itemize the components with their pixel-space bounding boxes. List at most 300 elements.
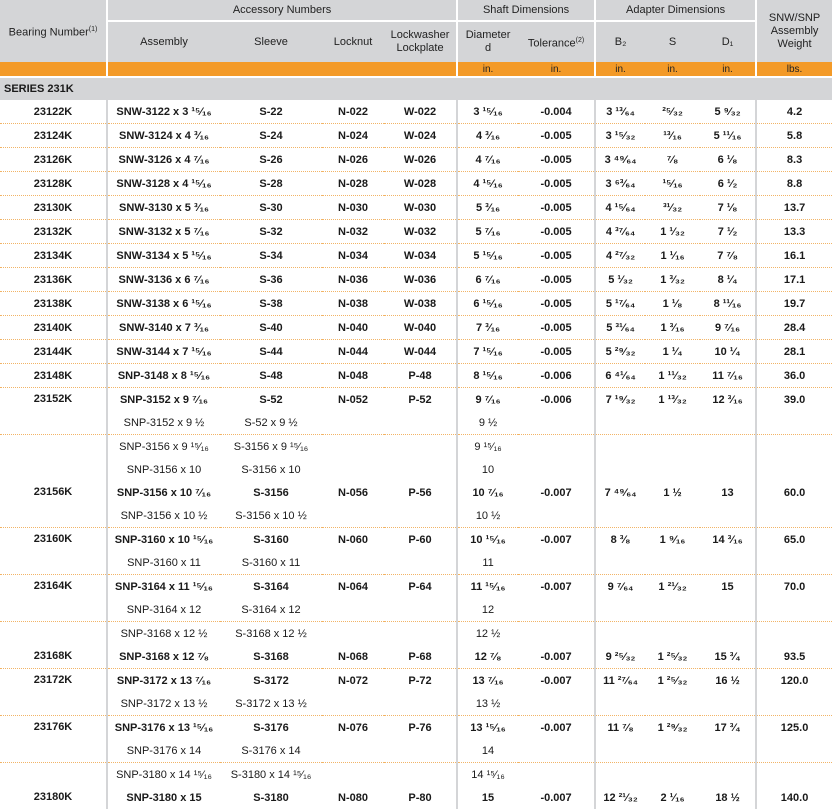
series-row (0, 77, 832, 100)
cell-sleeve: S-3156 x 10 (220, 458, 322, 481)
cell-lockwasher (384, 458, 457, 481)
cell-bearing: 23126K (0, 148, 107, 172)
cell-d1: 12 ³⁄₁₆ (700, 388, 756, 412)
cell-diameter: 13 ¹⁵⁄₁₆ (457, 716, 518, 740)
cell-assembly: SNP-3156 x 10 ½ (107, 504, 220, 528)
cell-lockwasher: W-044 (384, 340, 457, 364)
cell-d1: 9 ⁷⁄₁₆ (700, 316, 756, 340)
cell-diameter: 4 ³⁄₁₆ (457, 124, 518, 148)
cell-locknut: N-022 (322, 100, 384, 124)
cell-assembly: SNW-3130 x 5 ³⁄₁₆ (107, 196, 220, 220)
cell-b2: 4 ¹⁵⁄₆₄ (595, 196, 645, 220)
cell-sleeve: S-3176 x 14 (220, 739, 322, 763)
cell-sleeve: S-3180 x 14 ¹⁵⁄₁₆ (220, 763, 322, 787)
cell-weight: 8.8 (756, 172, 832, 196)
cell-locknut: N-040 (322, 316, 384, 340)
cell-weight: 28.1 (756, 340, 832, 364)
table-row (0, 739, 832, 763)
cell-locknut (322, 622, 384, 646)
bearing-number: 23160K (0, 528, 106, 551)
cell-diameter: 11 (457, 551, 518, 575)
cell-lockwasher (384, 411, 457, 435)
cell-tolerance: -0.007 (518, 481, 595, 504)
cell-tolerance: -0.006 (518, 364, 595, 388)
cell-tolerance (518, 435, 595, 459)
cell-assembly: SNW-3126 x 4 ⁷⁄₁₆ (107, 148, 220, 172)
cell-d1 (700, 622, 756, 646)
cell-assembly: SNP-3164 x 11 ¹⁵⁄₁₆ (107, 575, 220, 599)
cell-s: 1 ¹³⁄₃₂ (645, 388, 700, 412)
cell-diameter: 5 ¹⁵⁄₁₆ (457, 244, 518, 268)
table-row (0, 481, 832, 504)
cell-sleeve: S-3164 (220, 575, 322, 599)
cell-assembly: SNW-3144 x 7 ¹⁵⁄₁₆ (107, 340, 220, 364)
cell-assembly: SNP-3148 x 8 ¹⁵⁄₁₆ (107, 364, 220, 388)
cell-tolerance: -0.007 (518, 645, 595, 669)
cell-diameter: 10 ⁷⁄₁₆ (457, 481, 518, 504)
cell-sleeve: S-3168 (220, 645, 322, 669)
cell-diameter: 4 ⁷⁄₁₆ (457, 148, 518, 172)
unit-empty-acc (107, 62, 457, 77)
table-row (0, 622, 832, 646)
cell-diameter: 7 ³⁄₁₆ (457, 316, 518, 340)
cell-b2: 11 ²⁷⁄₆₄ (595, 669, 645, 693)
cell-d1: 10 ¹⁄₄ (700, 340, 756, 364)
table-row (0, 364, 832, 388)
header-lockwasher (384, 21, 457, 62)
table-row (0, 220, 832, 244)
cell-locknut: N-076 (322, 716, 384, 740)
cell-assembly: SNP-3164 x 12 (107, 598, 220, 622)
cell-locknut (322, 598, 384, 622)
cell-locknut: N-032 (322, 220, 384, 244)
cell-s: ¹³⁄₁₆ (645, 124, 700, 148)
cell-sleeve: S-28 (220, 172, 322, 196)
cell-s (645, 551, 700, 575)
cell-locknut: N-028 (322, 172, 384, 196)
units-row (0, 62, 832, 77)
cell-s (645, 504, 700, 528)
cell-bearing: 23134K (0, 244, 107, 268)
cell-diameter: 10 ½ (457, 504, 518, 528)
cell-b2: 5 ¹⁷⁄₆₄ (595, 292, 645, 316)
cell-b2: 11 ⁷⁄₈ (595, 716, 645, 740)
cell-diameter: 10 ¹⁵⁄₁₆ (457, 528, 518, 552)
cell-d1: 11 ⁷⁄₁₆ (700, 364, 756, 388)
cell-weight (756, 598, 832, 622)
cell-d1: 7 ¹⁄₈ (700, 196, 756, 220)
cell-b2: 9 ⁷⁄₆₄ (595, 575, 645, 599)
unit-d1: in. (700, 62, 756, 77)
cell-d1 (700, 763, 756, 787)
cell-diameter: 14 (457, 739, 518, 763)
cell-locknut: N-080 (322, 786, 384, 809)
cell-tolerance: -0.004 (518, 100, 595, 124)
header-weight-line3: Weight (757, 38, 832, 51)
cell-diameter: 9 ½ (457, 411, 518, 435)
cell-tolerance: -0.007 (518, 669, 595, 693)
cell-b2: 8 ³⁄₈ (595, 528, 645, 552)
header-lockwasher-line1: Lockwasher (384, 29, 456, 42)
cell-b2: 7 ¹⁹⁄₃₂ (595, 388, 645, 412)
cell-lockwasher: P-68 (384, 645, 457, 669)
cell-weight: 39.0 (756, 388, 832, 412)
cell-b2: 5 ¹⁄₃₂ (595, 268, 645, 292)
cell-s (645, 763, 700, 787)
cell-locknut (322, 504, 384, 528)
cell-s: 1 ²¹⁄₃₂ (645, 575, 700, 599)
cell-sleeve: S-3180 (220, 786, 322, 809)
cell-tolerance: -0.005 (518, 340, 595, 364)
cell-diameter: 12 ⁷⁄₈ (457, 645, 518, 669)
header-accessory-group: Accessory Numbers (107, 0, 457, 21)
cell-assembly: SNP-3168 x 12 ⁷⁄₈ (107, 645, 220, 669)
cell-b2 (595, 763, 645, 787)
cell-assembly: SNP-3156 x 10 (107, 458, 220, 481)
cell-locknut (322, 739, 384, 763)
cell-tolerance (518, 692, 595, 716)
table-row (0, 763, 832, 787)
cell-bearing: 23132K (0, 220, 107, 244)
cell-weight: 19.7 (756, 292, 832, 316)
table-row (0, 504, 832, 528)
table-row (0, 316, 832, 340)
cell-tolerance: -0.005 (518, 148, 595, 172)
cell-locknut (322, 435, 384, 459)
cell-tolerance (518, 458, 595, 481)
cell-assembly: SNW-3136 x 6 ⁷⁄₁₆ (107, 268, 220, 292)
cell-tolerance: -0.005 (518, 220, 595, 244)
cell-s: ⁷⁄₈ (645, 148, 700, 172)
cell-lockwasher: P-64 (384, 575, 457, 599)
cell-assembly: SNW-3122 x 3 ¹⁵⁄₁₆ (107, 100, 220, 124)
cell-diameter: 8 ¹⁵⁄₁₆ (457, 364, 518, 388)
cell-tolerance (518, 622, 595, 646)
cell-b2: 6 ⁴¹⁄₆₄ (595, 364, 645, 388)
cell-lockwasher: P-52 (384, 388, 457, 412)
cell-tolerance: -0.005 (518, 316, 595, 340)
cell-s (645, 622, 700, 646)
header-shaft-group: Shaft Dimensions (457, 0, 595, 21)
series-label: SERIES 231K (0, 77, 832, 100)
header-weight-line2: Assembly (757, 25, 832, 38)
cell-s (645, 411, 700, 435)
cell-locknut: N-036 (322, 268, 384, 292)
header-diameter (457, 21, 518, 62)
cell-locknut: N-056 (322, 481, 384, 504)
cell-d1: 13 (700, 481, 756, 504)
cell-b2: 3 ¹³⁄₆₄ (595, 100, 645, 124)
cell-sleeve: S-3164 x 12 (220, 598, 322, 622)
cell-tolerance: -0.005 (518, 196, 595, 220)
header-weight (756, 0, 832, 62)
header-assembly: Assembly (107, 21, 220, 62)
cell-d1 (700, 504, 756, 528)
cell-tolerance: -0.006 (518, 388, 595, 412)
cell-sleeve: S-38 (220, 292, 322, 316)
table-row (0, 692, 832, 716)
cell-bearing (0, 528, 107, 575)
cell-locknut: N-052 (322, 388, 384, 412)
cell-diameter: 6 ⁷⁄₁₆ (457, 268, 518, 292)
unit-b2: in. (595, 62, 645, 77)
cell-diameter: 4 ¹⁵⁄₁₆ (457, 172, 518, 196)
header-locknut: Locknut (322, 21, 384, 62)
cell-b2: 7 ⁴⁹⁄₆₄ (595, 481, 645, 504)
cell-diameter: 15 (457, 786, 518, 809)
cell-locknut: N-068 (322, 645, 384, 669)
cell-lockwasher: P-56 (384, 481, 457, 504)
cell-sleeve: S-30 (220, 196, 322, 220)
cell-diameter: 13 ½ (457, 692, 518, 716)
cell-b2: 5 ³¹⁄₆₄ (595, 316, 645, 340)
header-b2: B₂ (595, 21, 645, 62)
cell-diameter: 11 ¹⁵⁄₁₆ (457, 575, 518, 599)
table-row (0, 551, 832, 575)
cell-bearing (0, 716, 107, 763)
header-tolerance-footnote: (2) (576, 37, 585, 44)
cell-assembly: SNW-3138 x 6 ¹⁵⁄₁₆ (107, 292, 220, 316)
unit-s: in. (645, 62, 700, 77)
cell-assembly: SNP-3176 x 13 ¹⁵⁄₁₆ (107, 716, 220, 740)
cell-lockwasher (384, 551, 457, 575)
cell-assembly: SNW-3128 x 4 ¹⁵⁄₁₆ (107, 172, 220, 196)
cell-lockwasher: P-72 (384, 669, 457, 693)
unit-empty (0, 62, 107, 77)
table-row (0, 598, 832, 622)
cell-assembly: SNP-3156 x 10 ⁷⁄₁₆ (107, 481, 220, 504)
cell-bearing (0, 435, 107, 528)
table-row (0, 528, 832, 552)
cell-s (645, 692, 700, 716)
cell-weight (756, 551, 832, 575)
cell-s: 1 ²⁹⁄₃₂ (645, 716, 700, 740)
cell-locknut: N-064 (322, 575, 384, 599)
cell-weight: 70.0 (756, 575, 832, 599)
cell-s (645, 739, 700, 763)
cell-locknut: N-038 (322, 292, 384, 316)
table-row (0, 100, 832, 124)
header-adapter-group: Adapter Dimensions (595, 0, 756, 21)
cell-lockwasher (384, 622, 457, 646)
cell-sleeve: S-22 (220, 100, 322, 124)
cell-weight: 8.3 (756, 148, 832, 172)
cell-lockwasher: W-030 (384, 196, 457, 220)
cell-s: ¹⁵⁄₁₆ (645, 172, 700, 196)
cell-sleeve: S-32 (220, 220, 322, 244)
cell-tolerance (518, 504, 595, 528)
cell-d1 (700, 598, 756, 622)
cell-d1 (700, 739, 756, 763)
cell-lockwasher (384, 739, 457, 763)
bearing-number: 23180K (0, 786, 106, 809)
cell-sleeve: S-3168 x 12 ½ (220, 622, 322, 646)
table-row (0, 716, 832, 740)
cell-locknut: N-026 (322, 148, 384, 172)
header-diameter-line1: Diameter (458, 29, 518, 42)
cell-d1: 5 ⁹⁄₃₂ (700, 100, 756, 124)
cell-s (645, 458, 700, 481)
cell-tolerance (518, 763, 595, 787)
cell-tolerance: -0.005 (518, 244, 595, 268)
cell-bearing: 23136K (0, 268, 107, 292)
cell-tolerance: -0.005 (518, 292, 595, 316)
cell-assembly: SNW-3134 x 5 ¹⁵⁄₁₆ (107, 244, 220, 268)
cell-tolerance: -0.005 (518, 172, 595, 196)
table-row (0, 645, 832, 669)
cell-d1: 6 ¹⁄₂ (700, 172, 756, 196)
cell-weight (756, 692, 832, 716)
cell-tolerance (518, 551, 595, 575)
cell-lockwasher (384, 504, 457, 528)
cell-b2 (595, 458, 645, 481)
cell-assembly: SNW-3140 x 7 ³⁄₁₆ (107, 316, 220, 340)
unit-diameter: in. (457, 62, 518, 77)
cell-d1 (700, 411, 756, 435)
cell-d1 (700, 551, 756, 575)
cell-b2: 9 ²⁵⁄₃₂ (595, 645, 645, 669)
cell-weight: 140.0 (756, 786, 832, 809)
cell-b2: 5 ²⁹⁄₃₂ (595, 340, 645, 364)
cell-tolerance: -0.005 (518, 124, 595, 148)
cell-weight: 125.0 (756, 716, 832, 740)
cell-tolerance: -0.005 (518, 268, 595, 292)
cell-weight: 4.2 (756, 100, 832, 124)
cell-assembly: SNP-3168 x 12 ½ (107, 622, 220, 646)
cell-assembly: SNP-3160 x 11 (107, 551, 220, 575)
cell-lockwasher: W-028 (384, 172, 457, 196)
table-row (0, 388, 832, 412)
unit-tolerance: in. (518, 62, 595, 77)
cell-lockwasher: W-026 (384, 148, 457, 172)
cell-d1: 17 ³⁄₄ (700, 716, 756, 740)
cell-weight (756, 763, 832, 787)
cell-s: 1 ¹⁄₁₆ (645, 244, 700, 268)
cell-locknut: N-030 (322, 196, 384, 220)
cell-b2: 12 ²¹⁄₃₂ (595, 786, 645, 809)
cell-b2 (595, 622, 645, 646)
table-row (0, 669, 832, 693)
bearing-number: 23168K (0, 645, 106, 668)
cell-locknut: N-024 (322, 124, 384, 148)
cell-lockwasher: W-024 (384, 124, 457, 148)
cell-d1: 15 (700, 575, 756, 599)
cell-lockwasher (384, 598, 457, 622)
cell-d1: 8 ¹⁄₄ (700, 268, 756, 292)
header-bearing-footnote: (1) (89, 26, 98, 33)
table-row (0, 268, 832, 292)
cell-bearing: 23138K (0, 292, 107, 316)
cell-b2: 3 ⁶³⁄₆₄ (595, 172, 645, 196)
cell-assembly: SNW-3132 x 5 ⁷⁄₁₆ (107, 220, 220, 244)
cell-sleeve: S-24 (220, 124, 322, 148)
cell-sleeve: S-3160 x 11 (220, 551, 322, 575)
cell-diameter: 12 (457, 598, 518, 622)
cell-weight: 65.0 (756, 528, 832, 552)
cell-s: 1 ³⁄₁₆ (645, 316, 700, 340)
cell-s: 1 ⁹⁄₁₆ (645, 528, 700, 552)
header-diameter-line2: d (458, 42, 518, 55)
cell-b2 (595, 551, 645, 575)
cell-lockwasher: W-034 (384, 244, 457, 268)
header-lockwasher-line2: Lockplate (384, 42, 456, 55)
cell-sleeve: S-3156 x 10 ½ (220, 504, 322, 528)
cell-d1: 8 ¹¹⁄₁₆ (700, 292, 756, 316)
cell-d1: 15 ³⁄₄ (700, 645, 756, 669)
cell-lockwasher: P-60 (384, 528, 457, 552)
cell-weight: 60.0 (756, 481, 832, 504)
cell-sleeve: S-26 (220, 148, 322, 172)
cell-sleeve: S-3160 (220, 528, 322, 552)
cell-lockwasher: W-032 (384, 220, 457, 244)
cell-locknut (322, 692, 384, 716)
cell-s: 1 ¹⁄₄ (645, 340, 700, 364)
cell-lockwasher: W-038 (384, 292, 457, 316)
table-row (0, 411, 832, 435)
cell-tolerance: -0.007 (518, 786, 595, 809)
cell-b2 (595, 504, 645, 528)
cell-weight: 13.7 (756, 196, 832, 220)
cell-diameter: 5 ³⁄₁₆ (457, 196, 518, 220)
cell-b2 (595, 739, 645, 763)
cell-tolerance (518, 411, 595, 435)
cell-weight (756, 411, 832, 435)
cell-sleeve: S-40 (220, 316, 322, 340)
table-row (0, 435, 832, 459)
cell-weight (756, 739, 832, 763)
cell-b2: 4 ²⁷⁄₃₂ (595, 244, 645, 268)
cell-weight: 93.5 (756, 645, 832, 669)
cell-bearing: 23148K (0, 364, 107, 388)
cell-s: ²⁵⁄₃₂ (645, 100, 700, 124)
bearing-number: 23152K (0, 388, 106, 411)
cell-locknut: N-034 (322, 244, 384, 268)
bearing-number: 23156K (0, 481, 106, 504)
cell-bearing (0, 763, 107, 809)
cell-d1: 7 ¹⁄₂ (700, 220, 756, 244)
cell-s (645, 598, 700, 622)
cell-sleeve: S-44 (220, 340, 322, 364)
cell-b2 (595, 435, 645, 459)
cell-locknut (322, 458, 384, 481)
cell-locknut: N-060 (322, 528, 384, 552)
table-row (0, 292, 832, 316)
cell-diameter: 13 ⁷⁄₁₆ (457, 669, 518, 693)
cell-sleeve: S-34 (220, 244, 322, 268)
cell-weight (756, 458, 832, 481)
cell-s: 1 ¹⁄₃₂ (645, 220, 700, 244)
header-d1: D₁ (700, 21, 756, 62)
cell-d1: 14 ³⁄₁₆ (700, 528, 756, 552)
cell-sleeve: S-3156 x 9 ¹⁵⁄₁₆ (220, 435, 322, 459)
bearing-number: 23164K (0, 575, 106, 598)
cell-weight: 13.3 (756, 220, 832, 244)
cell-bearing: 23144K (0, 340, 107, 364)
cell-b2: 3 ⁴⁹⁄₆₄ (595, 148, 645, 172)
cell-weight (756, 435, 832, 459)
cell-s: 1 ³⁄₃₂ (645, 268, 700, 292)
cell-weight: 5.8 (756, 124, 832, 148)
cell-assembly: SNP-3180 x 15 (107, 786, 220, 809)
cell-weight: 17.1 (756, 268, 832, 292)
cell-d1: 7 ⁷⁄₈ (700, 244, 756, 268)
cell-tolerance: -0.007 (518, 528, 595, 552)
cell-diameter: 14 ¹⁵⁄₁₆ (457, 763, 518, 787)
cell-bearing (0, 622, 107, 669)
cell-locknut: N-044 (322, 340, 384, 364)
table-row (0, 575, 832, 599)
cell-weight: 120.0 (756, 669, 832, 693)
